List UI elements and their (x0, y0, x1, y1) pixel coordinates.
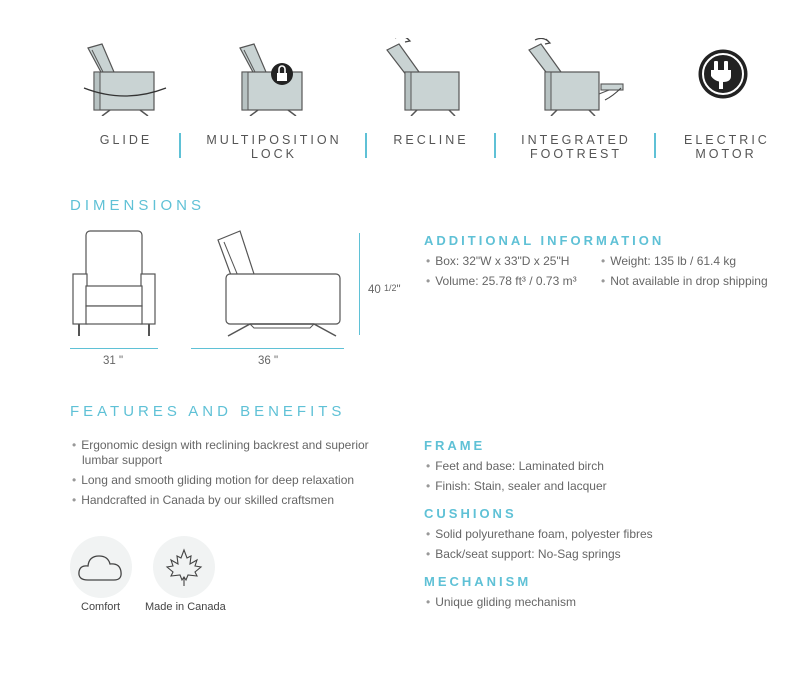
additional-info-weight: • Weight: 135 lb / 61.4 kg (601, 254, 736, 269)
height-dimension-label: 40 1/2" (368, 283, 401, 296)
mechanism-item: • Unique gliding mechanism (426, 595, 576, 610)
feature-label-lock: MULTIPOSITION LOCK (206, 133, 342, 161)
feature-label-glide: GLIDE (99, 133, 153, 147)
cushions-item: • Solid polyurethane foam, polyester fibres (426, 527, 653, 542)
comfort-badge (70, 536, 132, 598)
feature-label-footrest: INTEGRATED FOOTREST (521, 133, 631, 161)
depth-dimension-label: 36 " (258, 355, 279, 367)
feature-benefit-item: • Ergonomic design with reclining backrest and superior lumbar support (72, 438, 402, 468)
feature-separator (654, 133, 656, 158)
cushions-title: CUSHIONS (424, 506, 517, 521)
multiposition-lock-icon (232, 38, 322, 116)
feature-label-electric: ELECTRIC MOTOR (684, 133, 770, 161)
width-dimension-line (70, 348, 158, 349)
frame-title: FRAME (424, 438, 486, 453)
additional-info-box: • Box: 32"W x 33"D x 25"H (426, 254, 569, 269)
glide-icon (80, 38, 170, 116)
maple-leaf-icon (153, 536, 215, 598)
height-dimension-line (359, 233, 360, 335)
additional-info-volume: • Volume: 25.78 ft³ / 0.73 m³ (426, 274, 577, 289)
chair-front-view-drawing (70, 228, 160, 340)
feature-separator (365, 133, 367, 158)
made-in-canada-badge-label: Made in Canada (145, 601, 226, 613)
frame-item: • Finish: Stain, sealer and lacquer (426, 479, 607, 494)
chair-side-view-drawing (210, 228, 350, 340)
electric-plug-icon (697, 48, 749, 100)
dimensions-title: DIMENSIONS (70, 197, 206, 214)
width-dimension-label: 31 " (103, 355, 124, 367)
cloud-icon (70, 536, 132, 598)
cushions-item: • Back/seat support: No-Sag springs (426, 547, 621, 562)
made-in-canada-badge (153, 536, 215, 598)
feature-benefit-item: • Long and smooth gliding motion for deep relaxation (72, 473, 354, 488)
frame-item: • Feet and base: Laminated birch (426, 459, 604, 474)
mechanism-title: MECHANISM (424, 574, 532, 589)
depth-dimension-line (191, 348, 344, 349)
feature-separator (179, 133, 181, 158)
comfort-badge-label: Comfort (81, 601, 121, 613)
additional-info-shipping: • Not available in drop shipping (601, 274, 768, 289)
feature-label-recline: RECLINE (393, 133, 469, 147)
recline-icon (383, 38, 473, 116)
features-benefits-title: FEATURES AND BENEFITS (70, 403, 346, 420)
integrated-footrest-icon (525, 38, 625, 116)
additional-information-title: ADDITIONAL INFORMATION (424, 233, 665, 248)
feature-benefit-item: • Handcrafted in Canada by our skilled craftsmen (72, 493, 334, 508)
feature-separator (494, 133, 496, 158)
